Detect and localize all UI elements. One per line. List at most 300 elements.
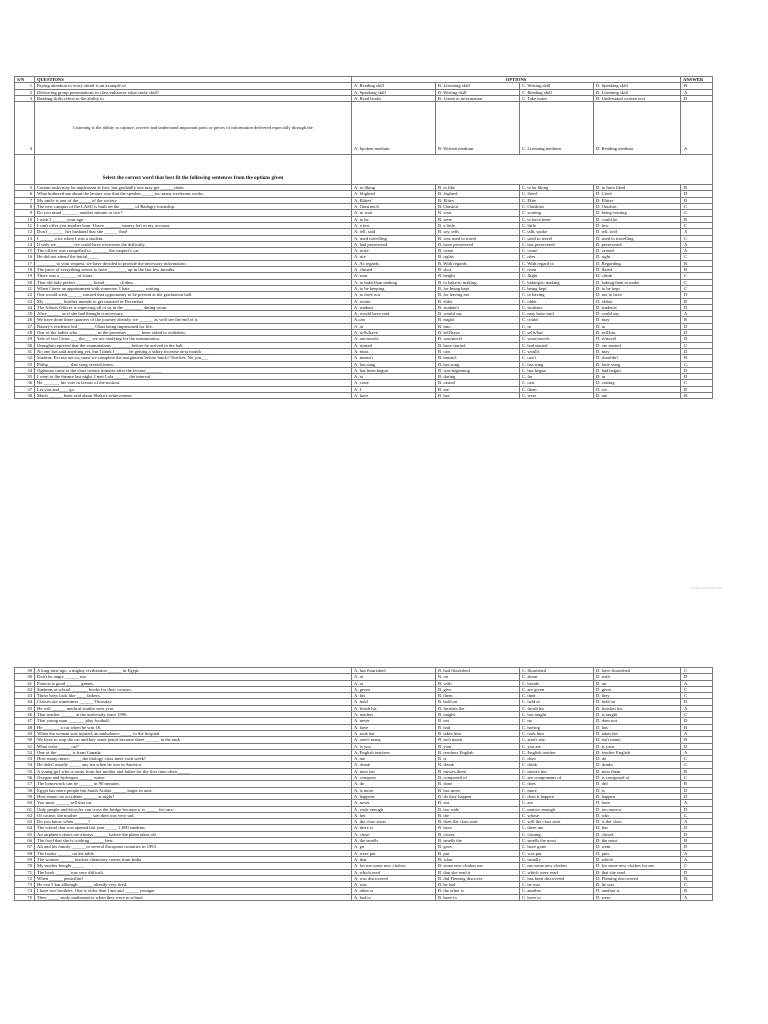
answer-cell: A bbox=[681, 680, 713, 686]
instruction-text: Select the correct word that best fit the following sentences from the options given bbox=[35, 155, 352, 185]
table-row bbox=[15, 89, 713, 95]
option-c: C. does it happen bbox=[520, 793, 594, 799]
header-sn: S/N bbox=[15, 77, 35, 83]
option-d: D. puts bbox=[594, 850, 681, 856]
option-a: A. miss her bbox=[352, 768, 436, 774]
option-c: C. have gone bbox=[520, 844, 594, 850]
question-text: Certain tasks may be unpleasant at first, but gradually one may get ______them. bbox=[35, 185, 352, 191]
row-sn: 4 bbox=[15, 102, 35, 155]
option-b: B. for being kept bbox=[436, 285, 520, 291]
option-d: D. are started bbox=[594, 342, 681, 348]
option-a: A. mustn't bbox=[352, 355, 436, 361]
table-row bbox=[15, 668, 713, 674]
row-sn: 31 bbox=[15, 348, 35, 354]
row-sn: 6 bbox=[15, 191, 35, 197]
option-a: A. there is bbox=[352, 825, 436, 831]
question-text: Don't _______ her husband that she ______ that! bbox=[35, 229, 352, 235]
row-sn: 30 bbox=[15, 342, 35, 348]
option-c: C. about bbox=[520, 674, 594, 680]
option-a: A. wide enough bbox=[352, 806, 436, 812]
option-c: C. will the class start bbox=[520, 819, 594, 825]
question-text: The woman ______ teaches chemistry comes from India. bbox=[35, 856, 352, 862]
option-a: A. to liking bbox=[352, 185, 436, 191]
answer-cell: C bbox=[681, 686, 713, 692]
answer-cell: D bbox=[681, 718, 713, 724]
option-c: C. could bbox=[520, 317, 594, 323]
option-a: A. Read books bbox=[352, 95, 436, 101]
question-text: Delivering group presentations in class enhances what study skill? bbox=[35, 89, 352, 95]
question-text: The food that she is cooking ______ best. bbox=[35, 838, 352, 844]
option-c: C. cease bbox=[520, 248, 594, 254]
option-a: A. As regards bbox=[352, 260, 436, 266]
answer-cell: D bbox=[681, 336, 713, 342]
option-d: D. Elitise bbox=[594, 197, 681, 203]
row-sn: 22 bbox=[15, 292, 35, 298]
option-c: C. With regard to bbox=[520, 260, 594, 266]
row-sn: 2 bbox=[15, 89, 35, 95]
option-b: B. has more bbox=[436, 787, 520, 793]
option-b: B. have bbox=[436, 825, 520, 831]
table-row bbox=[15, 844, 713, 850]
answer-cell: A bbox=[681, 819, 713, 825]
option-b: B. smells the bbox=[436, 838, 520, 844]
option-b: B. was beginning bbox=[436, 367, 520, 373]
option-b: B. was/novel bbox=[436, 336, 520, 342]
answer-cell: D bbox=[681, 806, 713, 812]
option-a: A. student bbox=[352, 304, 436, 310]
option-a: A. Speaking skill bbox=[352, 89, 436, 95]
option-c: C. are given bbox=[520, 686, 594, 692]
option-c: C. Reading skill bbox=[520, 89, 594, 95]
option-d: D. went bbox=[594, 844, 681, 850]
question-text: Philip _________ that song several times. bbox=[35, 361, 352, 367]
row-sn: 45 bbox=[15, 705, 35, 711]
answer-cell: A bbox=[681, 311, 713, 317]
option-b: B. finishes the bbox=[436, 705, 520, 711]
question-text: How many times-_____ the biology class meet each week? bbox=[35, 756, 352, 762]
option-a: A. started bbox=[352, 342, 436, 348]
question-text: One of the ______ is from Canada. bbox=[35, 749, 352, 755]
row-sn: 5 bbox=[15, 185, 35, 191]
row-sn: 67 bbox=[15, 844, 35, 850]
row-sn: 75 bbox=[15, 894, 35, 900]
answer-cell: D bbox=[681, 699, 713, 705]
option-c: C. has sung bbox=[520, 361, 594, 367]
option-c: C. you are bbox=[520, 743, 594, 749]
option-c: C. are bbox=[520, 800, 594, 806]
answer-cell: A bbox=[681, 856, 713, 862]
option-c: C. narrow enough bbox=[520, 806, 594, 812]
table-row bbox=[15, 83, 713, 89]
row-sn: 19 bbox=[15, 273, 35, 279]
option-b: B. was used to travel bbox=[436, 235, 520, 241]
answer-cell: D bbox=[681, 793, 713, 799]
answer-cell: B bbox=[681, 838, 713, 844]
row-sn: 51 bbox=[15, 743, 35, 749]
table-row bbox=[15, 222, 713, 228]
option-a: A. finish his bbox=[352, 705, 436, 711]
option-d: D. persevered bbox=[594, 241, 681, 247]
option-a: A. to be keeping bbox=[352, 285, 436, 291]
row-sn: 27 bbox=[15, 323, 35, 329]
option-c: C. being kept bbox=[520, 285, 594, 291]
instruction-row bbox=[15, 155, 713, 185]
question-text: That young man _______ play football. bbox=[35, 718, 352, 724]
questions-table-bottom bbox=[14, 667, 712, 901]
option-c: C. used to travel bbox=[520, 235, 594, 241]
question-text: When the woman was injured, an ambulance _____ to the hospital. bbox=[35, 730, 352, 736]
table-row bbox=[15, 355, 713, 361]
option-a: A. has flourished bbox=[352, 668, 436, 674]
option-d: D. the most bbox=[594, 838, 681, 844]
question-text: Do you mind _______ another minute or two? bbox=[35, 210, 352, 216]
question-text: What color _____ car? bbox=[35, 743, 352, 749]
option-a: A. to be bbox=[352, 216, 436, 222]
watermark: Scanned with CamScanner bbox=[690, 586, 723, 590]
question-text: The homework can be ______ in 90 minutes. bbox=[35, 781, 352, 787]
option-a: A. Elities' bbox=[352, 197, 436, 203]
answer-cell: C bbox=[681, 668, 713, 674]
option-b: B. for having not bbox=[436, 292, 520, 298]
answer-cell: D bbox=[681, 674, 713, 680]
option-c: C. talk, spoke bbox=[520, 229, 594, 235]
option-c: C. has been discovered bbox=[520, 875, 594, 881]
option-a: A. rite bbox=[352, 254, 436, 260]
option-d: D. being waiting bbox=[594, 210, 681, 216]
option-d: D. Reading medium bbox=[594, 102, 681, 155]
option-b: B. some new clothes me bbox=[436, 863, 520, 869]
option-d: D. to have liked bbox=[594, 185, 681, 191]
option-b: B. during bbox=[436, 374, 520, 380]
answer-cell: C bbox=[681, 756, 713, 762]
option-d: D. sell/has bbox=[594, 330, 681, 336]
answer-cell: C bbox=[681, 285, 713, 291]
table-row bbox=[15, 888, 713, 894]
option-b: B. wait bbox=[436, 210, 520, 216]
row-sn: 50 bbox=[15, 737, 35, 743]
option-d: D. finishes his bbox=[594, 705, 681, 711]
option-d: D. could be bbox=[594, 216, 681, 222]
row-sn: 25 bbox=[15, 311, 35, 317]
row-sn: 33 bbox=[15, 361, 35, 367]
option-c: C. no bbox=[520, 718, 594, 724]
answer-cell: C bbox=[681, 812, 713, 818]
question-text: I can't offer you another loan. I have _______ money left in my account. bbox=[35, 222, 352, 228]
instruction-sn-blank bbox=[15, 155, 35, 185]
answer-cell: D bbox=[681, 95, 713, 101]
table-row bbox=[15, 342, 713, 348]
question-text: ________ to your request, we have decided to provide the necessary information. bbox=[35, 260, 352, 266]
option-a: A. are bbox=[352, 756, 436, 762]
option-a: A. Spoken medium bbox=[352, 102, 436, 155]
option-b: B. to like bbox=[436, 185, 520, 191]
option-a: A. happens bbox=[352, 793, 436, 799]
answer-cell: A bbox=[681, 705, 713, 711]
answer-cell: C bbox=[681, 775, 713, 781]
row-sn: 17 bbox=[15, 260, 35, 266]
answer-cell: C bbox=[681, 279, 713, 285]
option-d: D. used to travelling bbox=[594, 235, 681, 241]
row-sn: 74 bbox=[15, 888, 35, 894]
option-c: C. more bbox=[520, 787, 594, 793]
table-row bbox=[15, 336, 713, 342]
question-text: If only we _______ we could have overcome the difficulty bbox=[35, 241, 352, 247]
row-sn: 8 bbox=[15, 204, 35, 210]
row-sn: 13 bbox=[15, 235, 35, 241]
option-d: D. they bbox=[594, 693, 681, 699]
option-b: B. Elites bbox=[436, 197, 520, 203]
option-a: A.can bbox=[352, 317, 436, 323]
question-text: The school that was opened last year _____ 1,000 students. bbox=[35, 825, 352, 831]
option-a: A. to wait bbox=[352, 210, 436, 216]
option-d: D. to bbox=[594, 323, 681, 329]
option-c: C. aren't any bbox=[520, 737, 594, 743]
row-sn: 35 bbox=[15, 374, 35, 380]
table-row bbox=[15, 686, 713, 692]
option-c: C. having bbox=[520, 724, 594, 730]
option-b: B. not bbox=[436, 718, 520, 724]
option-d: D. closed bbox=[594, 831, 681, 837]
option-d: D. is the class bbox=[594, 819, 681, 825]
table-row bbox=[15, 285, 713, 291]
row-sn: 61 bbox=[15, 806, 35, 812]
answer-cell: B bbox=[681, 216, 713, 222]
question-text: Listening is the ability to capture, receive and understand important parts or pieces of information delivered especially through the bbox=[35, 102, 352, 155]
option-b: B. isn't much bbox=[436, 737, 520, 743]
option-b: B. to bake/to making bbox=[436, 279, 520, 285]
option-b: B. the other is bbox=[436, 888, 520, 894]
question-text: That teacher ______ at the university since 1990. bbox=[35, 712, 352, 718]
option-a: A. were put bbox=[352, 850, 436, 856]
option-c: C. to having bbox=[520, 292, 594, 298]
row-sn: 46 bbox=[15, 712, 35, 718]
option-c: C. waiting bbox=[520, 210, 594, 216]
option-c: C. flourished bbox=[520, 668, 594, 674]
option-a: A. close bbox=[352, 831, 436, 837]
option-b: B. with bbox=[436, 680, 520, 686]
option-b: B. have persevered bbox=[436, 241, 520, 247]
option-b: B. mustn't bbox=[436, 355, 520, 361]
option-a: A. must bbox=[352, 348, 436, 354]
option-c: C. has persevered bbox=[520, 241, 594, 247]
option-b: B. did Fleming discover bbox=[436, 875, 520, 881]
question-text: Tale of two Cities ___ the___ we are studying for the examination. bbox=[35, 336, 352, 342]
option-c: C. older bbox=[520, 298, 594, 304]
option-c: C. English teacher bbox=[520, 749, 594, 755]
answer-cell: A bbox=[681, 229, 713, 235]
answer-cell: B bbox=[681, 781, 713, 787]
option-b: B. drunk bbox=[436, 762, 520, 768]
row-sn: 18 bbox=[15, 267, 35, 273]
option-a: A. has been begun bbox=[352, 367, 436, 373]
row-sn: 55 bbox=[15, 768, 35, 774]
answer-cell: B, bbox=[681, 875, 713, 881]
row-sn: 56 bbox=[15, 775, 35, 781]
table-row bbox=[15, 185, 713, 191]
option-a: A. tell, said bbox=[352, 229, 436, 235]
option-a: A. are/novels bbox=[352, 336, 436, 342]
table-row bbox=[15, 102, 713, 155]
option-d: D. Speaking skill bbox=[594, 83, 681, 89]
answer-cell: C bbox=[681, 762, 713, 768]
question-text: The book ______ was very difficult. bbox=[35, 869, 352, 875]
option-a: A. go bbox=[352, 844, 436, 850]
row-sn: 14 bbox=[15, 241, 35, 247]
option-a: A. senior bbox=[352, 298, 436, 304]
row-sn: 52 bbox=[15, 749, 35, 755]
option-b: B. student's bbox=[436, 304, 520, 310]
option-b: B. elder bbox=[436, 298, 520, 304]
question-text: You must ______ sell that car. bbox=[35, 800, 352, 806]
table-row bbox=[15, 380, 713, 386]
option-c: C. would bbox=[520, 348, 594, 354]
row-sn: 26 bbox=[15, 317, 35, 323]
option-c: C. baking/to making bbox=[520, 279, 594, 285]
option-d: D. that she read bbox=[594, 869, 681, 875]
option-c: C. Elite bbox=[520, 197, 594, 203]
option-a: A. do bbox=[352, 781, 436, 787]
option-b: B. does the class start bbox=[436, 819, 520, 825]
option-a: A. that bbox=[352, 856, 436, 862]
answer-cell: B bbox=[681, 888, 713, 894]
option-c: C. usually bbox=[520, 856, 594, 862]
table-row bbox=[15, 330, 713, 336]
question-text: I have two brothers. One is older than I am and ______ younger bbox=[35, 888, 352, 894]
option-b: B. have to bbox=[436, 894, 520, 900]
table-row bbox=[15, 812, 713, 818]
option-d: D. do bbox=[594, 756, 681, 762]
option-a: A. drank bbox=[352, 762, 436, 768]
question-text: They _____ study mathematics when they were in school. bbox=[35, 894, 352, 900]
option-b: B. were bbox=[436, 216, 520, 222]
option-a: A. had to bbox=[352, 894, 436, 900]
answer-cell: C bbox=[681, 863, 713, 869]
answer-cell: C bbox=[681, 882, 713, 888]
option-a: A. to have not bbox=[352, 292, 436, 298]
option-c: C. flight bbox=[520, 273, 594, 279]
option-a: A. at bbox=[352, 674, 436, 680]
table-row bbox=[15, 248, 713, 254]
question-text: The books ______ on the table. bbox=[35, 850, 352, 856]
row-sn: 48 bbox=[15, 724, 35, 730]
option-a: A. Outstretch bbox=[352, 204, 436, 210]
answer-cell: A bbox=[681, 800, 713, 806]
option-a: A. at bbox=[352, 323, 436, 329]
answer-cell: A bbox=[681, 894, 713, 900]
row-sn: 21 bbox=[15, 285, 35, 291]
option-c: C. closing bbox=[520, 831, 594, 837]
row-sn: 57 bbox=[15, 781, 35, 787]
option-b: B. a little bbox=[436, 222, 520, 228]
table-row bbox=[15, 737, 713, 743]
row-sn: 28 bbox=[15, 330, 35, 336]
question-text: Omoghai reported that the examinations ________ before he arrived in the hall. bbox=[35, 342, 352, 348]
option-b: B. height bbox=[436, 273, 520, 279]
option-a: A. I bbox=[352, 386, 436, 392]
row-sn: 62 bbox=[15, 812, 35, 818]
option-c: C. to be liking bbox=[520, 185, 594, 191]
table-row bbox=[15, 392, 713, 398]
option-c: C. rites bbox=[520, 254, 594, 260]
row-sn: 10 bbox=[15, 216, 35, 222]
answer-cell: C bbox=[681, 254, 713, 260]
table-row bbox=[15, 279, 713, 285]
header-answer: ANSWER bbox=[681, 77, 713, 83]
option-d: D. has bbox=[594, 825, 681, 831]
option-a: A. never bbox=[352, 800, 436, 806]
row-sn: 1 bbox=[15, 83, 35, 89]
option-d: D. ceased bbox=[594, 248, 681, 254]
row-sn: 65 bbox=[15, 831, 35, 837]
option-c: C. took him bbox=[520, 730, 594, 736]
question-text: There was a _______ of stairs. bbox=[35, 273, 352, 279]
question-text: He will ______ medical studies next year. bbox=[35, 705, 352, 711]
table-row bbox=[15, 831, 713, 837]
question-text: That old lady prefers _______ bread ______ clothes. bbox=[35, 279, 352, 285]
option-c: C. Take notes bbox=[520, 95, 594, 101]
answer-cell: C bbox=[681, 693, 713, 699]
question-text: The new campus of the LASU is built on the ______ of Badagry township. bbox=[35, 204, 352, 210]
option-b: B. might bbox=[436, 317, 520, 323]
option-d: D. Fleming discovered bbox=[594, 875, 681, 881]
answer-cell: D bbox=[681, 831, 713, 837]
option-d: D. tell, told bbox=[594, 229, 681, 235]
option-b: B. casted bbox=[436, 380, 520, 386]
answer-cell: B bbox=[681, 298, 713, 304]
table-row bbox=[15, 768, 713, 774]
option-d: D. may bbox=[594, 317, 681, 323]
answer-cell: B bbox=[681, 317, 713, 323]
table-row bbox=[15, 367, 713, 373]
option-a: A. given bbox=[352, 686, 436, 692]
table-row bbox=[15, 348, 713, 354]
option-b: B. not bbox=[436, 800, 520, 806]
option-b: B. goes bbox=[436, 844, 520, 850]
table-row bbox=[15, 304, 713, 310]
option-c: C. were bbox=[520, 392, 594, 398]
option-d: D. teacher English bbox=[594, 749, 681, 755]
option-d: D. miss them bbox=[594, 768, 681, 774]
question-text: When ______ penicillin? bbox=[35, 875, 352, 881]
option-d: D. has bbox=[594, 724, 681, 730]
option-a: A. would have said bbox=[352, 311, 436, 317]
option-c: C. their bbox=[520, 693, 594, 699]
question-text: Ogbonna came to the class twenty minutes after the lecture_______ bbox=[35, 367, 352, 373]
row-sn: 73 bbox=[15, 882, 35, 888]
option-d: D. Cited bbox=[594, 191, 681, 197]
table-row bbox=[15, 260, 713, 266]
option-c: C. finish his bbox=[520, 705, 594, 711]
option-b: B. is bbox=[436, 756, 520, 762]
row-sn: 40 bbox=[15, 674, 35, 680]
option-d: D. Regarding bbox=[594, 260, 681, 266]
answer-cell: D bbox=[681, 743, 713, 749]
answer-cell: C bbox=[681, 380, 713, 386]
answer-cell: B bbox=[681, 355, 713, 361]
row-sn: 7 bbox=[15, 197, 35, 203]
answer-cell: B bbox=[681, 737, 713, 743]
option-b: B. he had bbox=[436, 882, 520, 888]
answer-cell: D bbox=[681, 825, 713, 831]
option-b: B. rights bbox=[436, 254, 520, 260]
option-a: A. English teachers bbox=[352, 749, 436, 755]
row-sn: 43 bbox=[15, 693, 35, 699]
question-text: My mother bought _____ bbox=[35, 863, 352, 869]
answer-cell: B bbox=[681, 392, 713, 398]
answer-cell: B bbox=[681, 724, 713, 730]
option-c: C. were/novels bbox=[520, 336, 594, 342]
option-d: D. too narrow bbox=[594, 806, 681, 812]
